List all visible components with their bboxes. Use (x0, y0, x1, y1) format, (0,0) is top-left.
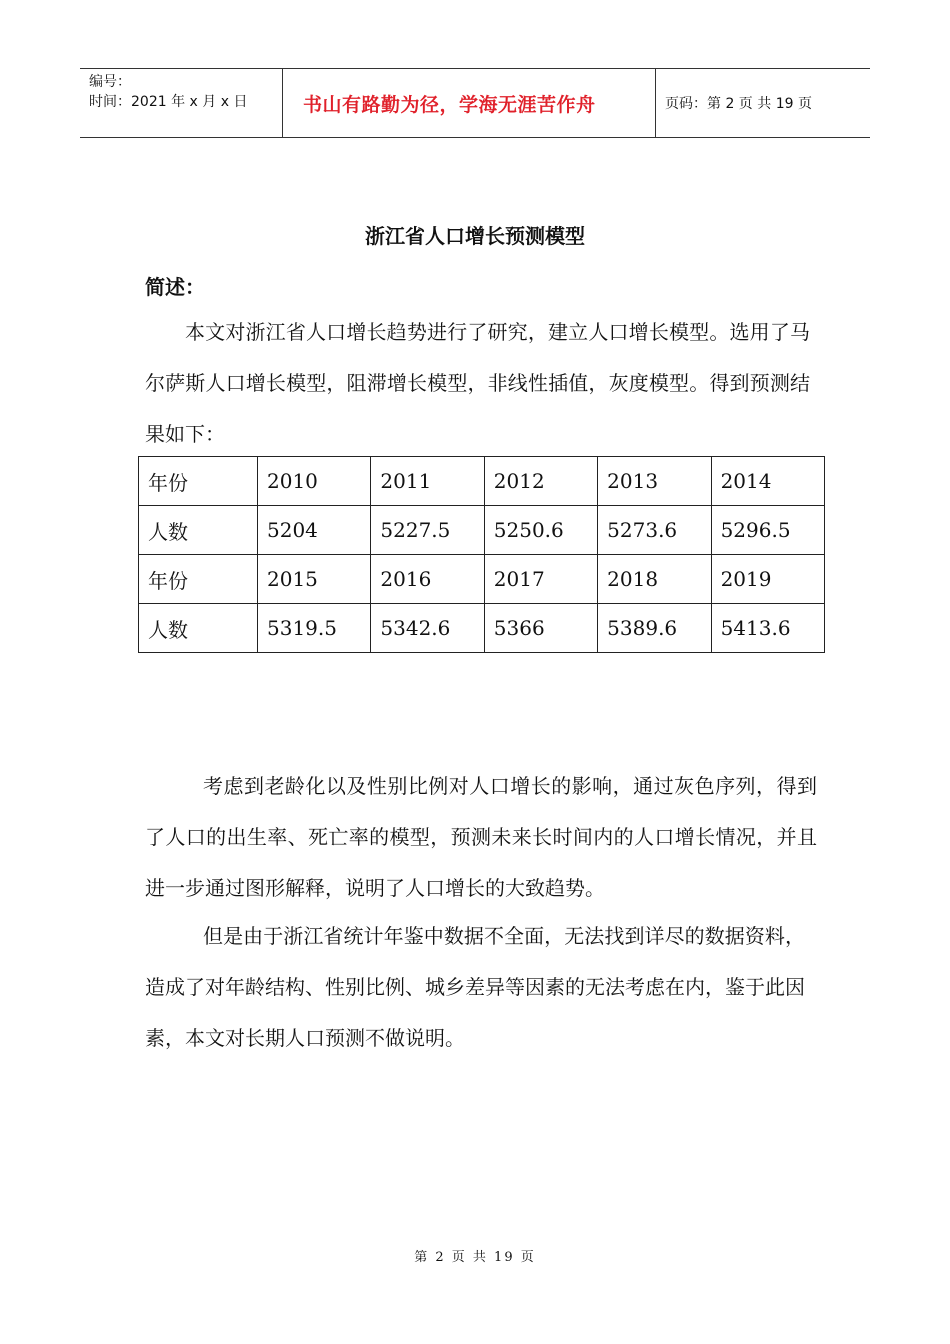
table-cell: 2013 (598, 457, 711, 506)
table-row (139, 604, 825, 653)
paragraph-intro: 本文对浙江省人口增长趋势进行了研究，建立人口增长模型。选用了马尔萨斯人口增长模型，阻滞增长模型，非线性插值，灰度模型。得到预测结果如下： (145, 320, 810, 446)
table-cell: 2011 (371, 457, 484, 506)
row-header-cell: 人数 (139, 604, 258, 653)
row-header-cell: 人数 (139, 506, 258, 555)
table-cell: 2017 (484, 555, 597, 604)
table-cell: 2019 (711, 555, 824, 604)
prediction-table (138, 456, 825, 653)
table-cell: 5366 (484, 604, 597, 653)
table-cell: 5319.5 (258, 604, 371, 653)
table-cell: 2012 (484, 457, 597, 506)
motto-text: 书山有路勤为径，学海无涯苦作舟 (303, 93, 596, 116)
header-meta (80, 69, 282, 137)
code-label: 编号： (89, 74, 131, 90)
header-motto-cell (282, 69, 656, 137)
table-cell: 2016 (371, 555, 484, 604)
paragraph-limitation: 但是由于浙江省统计年鉴中数据不全面，无法找到详尽的数据资料，造成了对年龄结构、性别比例、城乡差异等因素的无法考虑在内，鉴于此因素，本文对长期人口预测不做说明。 (145, 924, 805, 1050)
row-header-cell: 年份 (139, 457, 258, 506)
table-cell: 5342.6 (371, 604, 484, 653)
table-cell: 2018 (598, 555, 711, 604)
table-cell: 2015 (258, 555, 371, 604)
table-cell: 5250.6 (484, 506, 597, 555)
table-row (139, 555, 825, 604)
paragraph-method: 考虑到老龄化以及性别比例对人口增长的影响，通过灰色序列，得到了人口的出生率、死亡率的模型，预测未来长时间内的人口增长情况，并且进一步通过图形解释，说明了人口增长的大致趋势。 (145, 774, 817, 900)
table-cell: 5389.6 (598, 604, 711, 653)
table-row (139, 457, 825, 506)
header-page-info (656, 69, 870, 137)
time-label: 时间：2021 年 x 月 x 日 (89, 94, 248, 110)
table-cell: 5204 (258, 506, 371, 555)
table-cell: 5413.6 (711, 604, 824, 653)
row-header-cell: 年份 (139, 555, 258, 604)
table-cell: 5227.5 (371, 506, 484, 555)
document-title: 浙江省人口增长预测模型 (365, 224, 585, 248)
page-info-text: 页码：第 2 页 共 19 页 (665, 96, 812, 112)
table-cell: 5296.5 (711, 506, 824, 555)
table-cell: 5273.6 (598, 506, 711, 555)
page-header (80, 68, 870, 138)
table-cell: 2010 (258, 457, 371, 506)
table-row (139, 506, 825, 555)
page-footer: 第 2 页 共 19 页 (414, 1250, 536, 1265)
table-cell: 2014 (711, 457, 824, 506)
summary-heading: 简述： (145, 275, 205, 299)
